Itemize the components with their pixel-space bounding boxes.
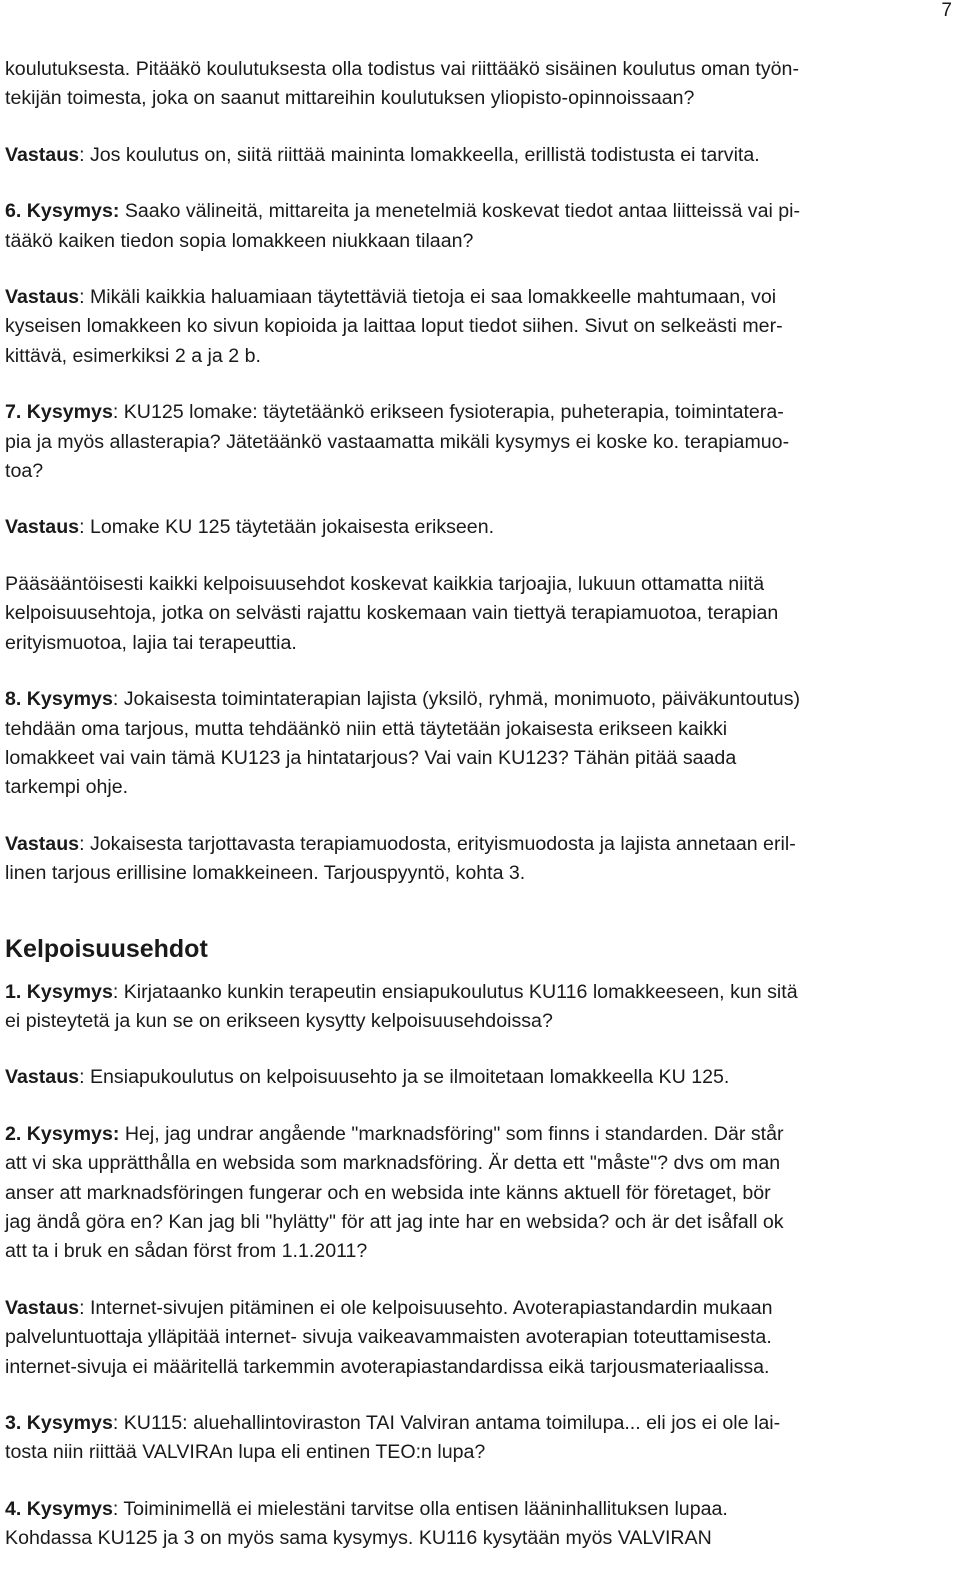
paragraph	[5, 978, 955, 1037]
text-line: anser att marknadsföringen fungerar och en websida inte känns aktuell för företaget, bör	[5, 1181, 771, 1204]
text-line: kittävä, esimerkiksi 2 a ja 2 b.	[5, 344, 261, 367]
text-line: : Ensiapukoulutus on kelpoisuusehto ja se ilmoitetaan lomakkeella KU 125.	[79, 1066, 730, 1089]
paragraph	[5, 1495, 955, 1554]
paragraph	[5, 197, 955, 256]
text-line: internet-sivuja ei määritellä tarkemmin avoterapiastandardissa eikä tarjousmateriaalissa.	[5, 1355, 770, 1378]
text-line: : Internet-sivujen pitäminen ei ole kelpoisuusehto. Avoterapiastandardin mukaan	[79, 1296, 773, 1319]
paragraph-label: Vastaus	[5, 1296, 80, 1319]
text-line: Hej, jag undrar angående "marknadsföring" som finns i standarden. Där står	[119, 1122, 784, 1145]
paragraph-label: 4. Kysymys	[5, 1497, 113, 1520]
paragraph	[5, 570, 955, 658]
text-line: erityismuotoa, lajia tai terapeuttia.	[5, 631, 297, 654]
text-line: tekijän toimesta, joka on saanut mittareihin koulutuksen yliopisto-opinnoissaan?	[5, 87, 695, 110]
paragraph-label: Vastaus	[5, 516, 80, 539]
paragraph	[5, 55, 955, 114]
text-line: ei pisteytetä ja kun se on erikseen kysytty kelpoisuusehdoissa?	[5, 1009, 553, 1032]
paragraph-label: 8. Kysymys	[5, 688, 113, 711]
paragraph	[5, 1120, 955, 1267]
text-line: kyseisen lomakkeen ko sivun kopioida ja laittaa loput tiedot siihen. Sivut on selkeästi mer-	[5, 315, 783, 338]
paragraph-label: Vastaus	[5, 832, 80, 855]
paragraph-label: 7. Kysymys	[5, 401, 113, 424]
text-line: Kohdassa KU125 ja 3 on myös sama kysymys. KU116 kysytään myös VALVIRAN	[5, 1527, 712, 1550]
text-line: Pääsääntöisesti kaikki kelpoisuusehdot koskevat kaikkia tarjoajia, lukuun ottamatta niitä	[5, 572, 765, 595]
text-line: tosta niin riittää VALVIRAn lupa eli entinen TEO:n lupa?	[5, 1441, 486, 1464]
paragraph-label: 2. Kysymys:	[5, 1122, 120, 1145]
text-line: : Toiminimellä ei mielestäni tarvitse olla entisen lääninhallituksen lupaa.	[112, 1497, 728, 1520]
text-line: lomakkeet vai vain tämä KU123 ja hintatarjous? Vai vain KU123? Tähän pitää saada	[5, 746, 737, 769]
text-line: pia ja myös allasterapia? Jätetäänkö vastaamatta mikäli kysymys ei koske ko. terapiamuo-	[5, 430, 790, 453]
text-line: : Jos koulutus on, siitä riittää maininta lomakkeella, erillistä todistusta ei tarvita.	[79, 143, 760, 166]
paragraph-label: 3. Kysymys	[5, 1412, 113, 1434]
text-line: palveluntuottaja ylläpitää internet- sivuja vaikeavammaisten avoterapian toteuttamisesta.	[5, 1326, 772, 1349]
faq-list	[5, 55, 955, 889]
text-line: jag ändå göra en? Kan jag bli "hylätty" för att jag inte har en websida? och är det isåfall ok	[5, 1210, 784, 1233]
text-line: : Jokaisesta toimintaterapian lajista (yksilö, ryhmä, monimuoto, päiväkuntoutus)	[112, 688, 801, 711]
paragraph	[5, 283, 955, 371]
text-line: : Jokaisesta tarjottavasta terapiamuodosta, erityismuodosta ja lajista annetaan eril-	[79, 832, 796, 855]
text-line: : Mikäli kaikkia haluamiaan täytettäviä tietoja ei saa lomakkeelle mahtumaan, voi	[79, 286, 777, 309]
text-line: Saako välineitä, mittareita ja menetelmiä koskevat tiedot antaa liitteissä vai pi-	[119, 200, 801, 223]
text-line: tarkempi ohje.	[5, 776, 129, 799]
text-line: att vi ska upprätthålla en websida som marknadsföring. Är detta ett "måste"? dvs om man	[5, 1152, 781, 1175]
text-line: : KU115: aluehallintoviraston TAI Valviran antama toimilupa... eli jos ei ole lai-	[112, 1412, 781, 1434]
paragraph	[5, 685, 955, 803]
text-line: linen tarjous erillisine lomakkeineen. Tarjouspyyntö, kohta 3.	[5, 862, 526, 885]
paragraph-label: Vastaus	[5, 286, 80, 309]
section-heading: Kelpoisuusehdot	[5, 934, 208, 963]
paragraph	[5, 830, 955, 889]
text-line: koulutuksesta. Pitääkö koulutuksesta olla todistus vai riittääkö sisäinen koulutus oman työn-	[5, 58, 799, 80]
paragraph	[5, 1063, 955, 1092]
text-line: att ta i bruk en sådan först from 1.1.2011?	[5, 1240, 368, 1263]
paragraph	[5, 141, 955, 170]
paragraph-label: Vastaus	[5, 143, 80, 166]
text-line: tääkö kaiken tiedon sopia lomakkeen niukkaan tilaan?	[5, 229, 474, 252]
paragraph-label: Vastaus	[5, 1066, 80, 1089]
section-faq-list	[5, 978, 955, 1554]
text-line: kelpoisuusehtoja, jotka on selvästi rajattu koskemaan vain tiettyä terapiamuotoa, terapian	[5, 602, 779, 625]
text-line: : KU125 lomake: täytetäänkö erikseen fysioterapia, puheterapia, toimintatera-	[112, 401, 784, 424]
text-line: tehdään oma tarjous, mutta tehdäänkö niin että täytetään jokaisesta erikseen kaikki	[5, 717, 728, 740]
text-line: : Lomake KU 125 täytetään jokaisesta erikseen.	[79, 516, 495, 539]
paragraph-label: 1. Kysymys	[5, 980, 113, 1003]
text-line: toa?	[5, 460, 44, 483]
document-body	[5, 55, 955, 1581]
paragraph	[5, 398, 955, 486]
paragraph	[5, 513, 955, 542]
page-number: 7	[941, 0, 952, 21]
text-line: : Kirjataanko kunkin terapeutin ensiapukoulutus KU116 lomakkeeseen, kun sitä	[112, 980, 798, 1003]
paragraph	[5, 1294, 955, 1382]
paragraph	[5, 1409, 955, 1468]
paragraph-label: 6. Kysymys:	[5, 200, 120, 223]
